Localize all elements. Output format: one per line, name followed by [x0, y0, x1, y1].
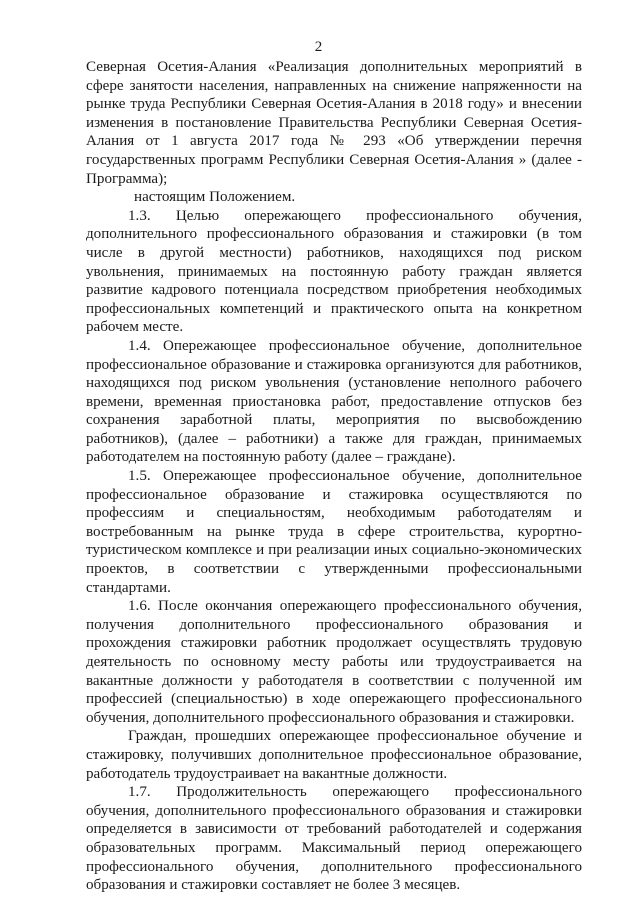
paragraph-1-5: 1.5. Опережающее профессиональное обучение, дополнительное профессиональное образование и стажировка осуществляются по профессиям и специальностям, необходимым работодателям и востребованным на рынке труда в сфере строительства, курортно-туристическом комплексе и при реализации иных социально-экономических проектов, в соответствии с утвержденными профессиональными стандартами.: [86, 468, 582, 596]
paragraph-graduates: Граждан, прошедших опережающее профессиональное обучение и стажировку, получивших дополнительное профессиональное образование, работодатель трудоустраивает на вакантные должности.: [86, 728, 582, 782]
paragraph-intro-continuation: Северная Осетия-Алания «Реализация дополнительных мероприятий в сфере занятости населения, направленных на снижение напряженности на рынке труда Республики Северная Осетия-Алания в 2018 году» и внесении изменения в постановление Правительства Республики Северная Осетия-Алания от 1 августа 2017 года № 293 «Об утверждении перечня государственных программ Республики Северная Осетия-Алания » (далее - Программа);: [86, 59, 582, 187]
page-number: 2: [314, 39, 323, 55]
paragraph-1-3: 1.3. Целью опережающего профессионального обучения, дополнительного профессионального образования и стажировки (в том числе в другой местности) работников, находящихся под риском увольнения, принимаемых на постоянную работу граждан является развитие кадрового потенциала посредством приобретения необходимых профессиональных компетенций и практического опыта на конкретном рабочем месте.: [86, 207, 582, 336]
paragraph-1-6: 1.6. После окончания опережающего профессионального обучения, получения дополнительного профессионального образования и прохождения стажировки работник продолжает осуществлять трудовую деятельность по основному месту работы или трудоустраивается на вакантные должности у работодателя в соответствии с полученной им профессией (специальностью) в ходе опережающего профессионального обучения, дополнительного профессионального образования и стажировки.: [86, 598, 582, 726]
document-body: [86, 58, 582, 895]
paragraph-1-7: 1.7. Продолжительность опережающего профессионального обучения, дополнительного профессионального образования и стажировки определяется в зависимости от требований работодателей и содержания образовательных программ. Максимальный период опережающего профессионального обучения, дополнительного профессионального образования и стажировки составляет не более 3 месяцев.: [86, 784, 582, 894]
paragraph-present-regulation: настоящим Положением.: [134, 189, 296, 206]
paragraph-1-4: 1.4. Опережающее профессиональное обучение, дополнительное профессиональное образование и стажировка организуются для работников, находящихся под риском увольнения (установление неполного рабочего времени, временная приостановка работ, предоставление отпусков без сохранения заработной платы, мероприятия по высвобождению работников), (далее – работники) а также для граждан, принимаемых работодателем на постоянную работу (далее – граждане).: [86, 337, 582, 466]
